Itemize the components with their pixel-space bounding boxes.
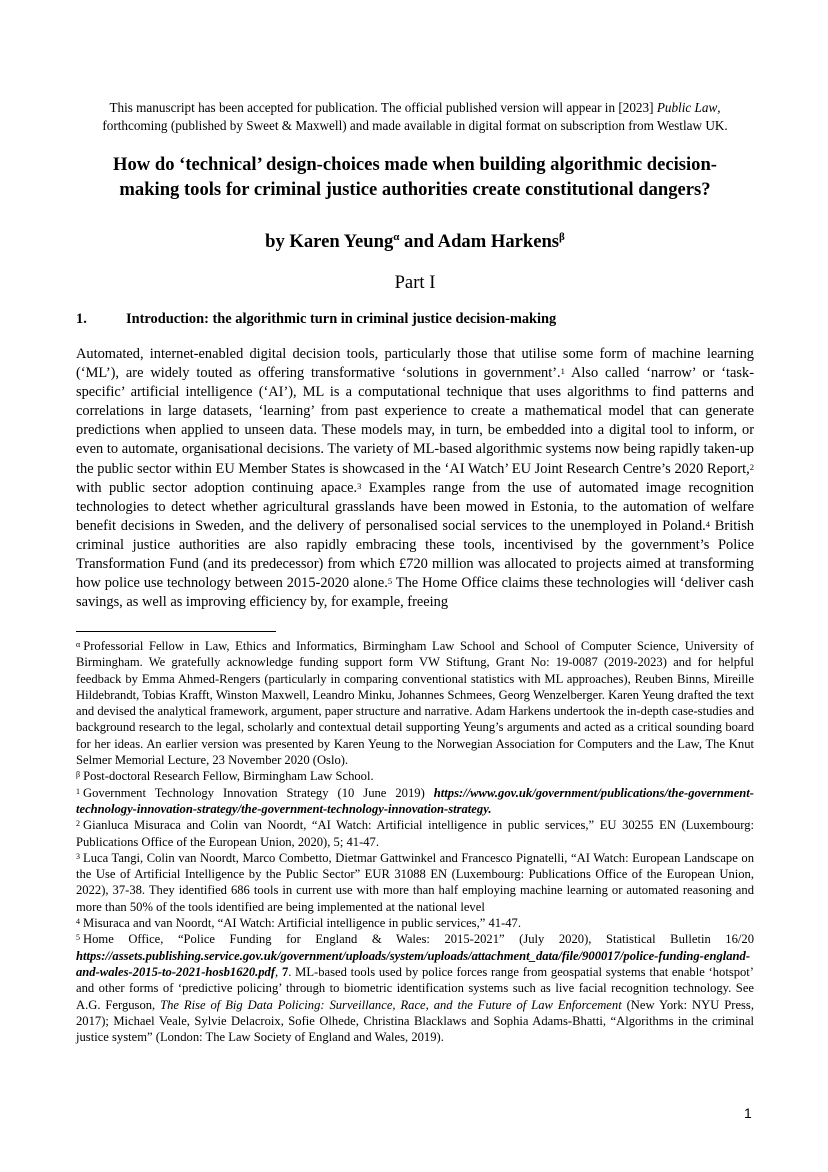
page-number: 1 (744, 1105, 752, 1121)
body-text (76, 345, 754, 612)
footnote-text: Professorial Fellow in Law, Ethics and Informatics, Birmingham Law School and School of Computer Science, University of Birmingham. We gratefully acknowledge funding support form VW Stiftung, Grant No: 19-0087 (2019-2023) and for helpful feedback by Emma Ahmed-Rengers (particularly in comparing conventional statistics with ML approaches), Reuben Binns, Mireille Hildebrandt, Tobias Krafft, Winston Maxwell, Leandro Minku, Johannes Schmees, Georg Wenzelberger. Karen Yeung drafted the text and devised the analytical framework, argument, paper structure and narrative. Adam Harkens undertook the in-depth case-studies and background research to the legal, scholarly and contextual detail supporting Yeung’s arguments and acted as a critical sounding board for her ideas. An earlier version was presented by Karen Yeung to the Norwegian Association for Computers and the Law, The Knut Selmer Memorial Lecture, 23 November 2020 (Oslo). (76, 639, 754, 768)
footnote-mark: 4 (76, 917, 80, 927)
paper-title (76, 152, 754, 202)
footnote-text: Gianluca Misuraca and Colin van Noordt, “AI Watch: Artificial intelligence in public services,” EU 30255 EN (Luxembourg: Publications Office of the European Union, 2020), 5; 41-47. (76, 818, 754, 849)
body-sentence-3: with public sector adoption continuing apace. (76, 479, 358, 496)
footnote-text-end: . (488, 801, 492, 816)
section-number: 1. (76, 311, 87, 327)
body-sentence-6: The Home Office claims these technologies will ‘deliver cash savings, as well as improving efficiency by, for example, freeing (76, 575, 754, 611)
footnote-4 (76, 915, 754, 931)
author-mark-beta: β (559, 231, 565, 243)
footnote-text-mid: , (275, 964, 282, 979)
byline-first-author: by Karen Yeung (265, 231, 394, 253)
byline-second-author: and Adam Harkens (399, 231, 560, 253)
body-sentence-4: Examples range from the use of automated image recognition technologies to detect whether agricultural grasslands have been mowed in Estonia, to the automation of welfare benefit decisions in Sweden, and the delivery of personalised social services to the unemployed in Poland. (76, 479, 754, 534)
footnote-alpha (76, 638, 754, 768)
footnote-mark: β (76, 770, 81, 780)
footnote-mark: α (76, 640, 81, 649)
footnote-ref-5[interactable]: 5 (387, 576, 393, 587)
body-paragraph (76, 345, 754, 612)
author-mark-alpha: α (393, 231, 400, 243)
footnote-book-title: The Rise of Big Data Policing: Surveillance, Race, and the Future of Law Enforcement (160, 997, 622, 1012)
footnote-ref-2[interactable]: 2 (749, 461, 754, 472)
title-line1: How do ‘technical’ design-choices made when building algorithmic decision- (113, 154, 717, 175)
title-line2: making tools for criminal justice authorities create constitutional dangers? (119, 179, 711, 200)
footnote-link[interactable]: https://assets.publishing.service.gov.uk/government/uploads/system/uploads/attachment_data/file/900017/police-funding-england-and-wales-2015-to-2021-hosb1620.pdf (76, 948, 751, 979)
notice-line2-text: forthcoming (published by Sweet & Maxwell) and made available in digital format on subscription from Westlaw UK. (102, 118, 728, 133)
footnote-ref-1[interactable]: 1 (560, 366, 565, 377)
body-sentence-1: Automated, internet-enabled digital decision tools, particularly those that utilise some form of machine learning (‘ML’), are widely touted as offering transformative ‘solutions in government’. (76, 346, 754, 382)
footnote-3 (76, 850, 754, 915)
footnote-text: Government Technology Innovation Strategy (10 June 2019) (83, 785, 434, 800)
publication-notice (76, 99, 754, 135)
footnote-text: Misuraca and van Noordt, “AI Watch: Artificial intelligence in public services,” 41-47. (83, 916, 521, 931)
footnote-2 (76, 817, 754, 850)
footnote-5 (76, 931, 754, 1045)
footnote-page-number: 7 (281, 964, 289, 979)
notice-line1-end: , (717, 100, 721, 115)
footnote-ref-3[interactable]: 3 (357, 480, 362, 491)
footnote-text-end: (New York: NYU Press, 2017); Michael Veale, Sylvie Delacroix, Sofie Olhede, Christina Blacklaws and Sophia Adams-Bhatti, “Algorithms in the criminal justice system” (London: The Law Society of England and Wales, 2019). (76, 997, 754, 1045)
footnote-text: Home Office, “Police Funding for England & Wales: 2015-2021” (July 2020), Statistical Bulletin 16/20 (83, 932, 754, 947)
notice-line1-text: This manuscript has been accepted for publication. The official published version will appear in [2023] (109, 100, 657, 115)
body-sentence-5: British criminal justice authorities are also rapidly embracing these tools, incentivised by the government’s Police Transformation Fund (and its predecessor) from which £720 million was allocated to projects aimed at transforming how police use technology between 2015-2020 alone. (76, 517, 754, 592)
body-sentence-2: Also called ‘narrow’ or ‘task-specific’ artificial intelligence (‘AI’), ML is a computational technique that uses algorithms to find patterns and correlations in large datasets, ‘learning’ from past experience to create a mathematical model that can generate predictions when applied to unseen data. These models may, in turn, be embedded into a digital tool to inform, or even to automate, organisational decisions. The variety of ML-based algorithmic systems now being rapidly taken-up the public sector within EU Member States is showcased in the ‘AI Watch’ EU Joint Research Centre’s 2020 Report, (76, 365, 755, 477)
footnote-mark: 5 (76, 933, 80, 943)
footnote-text: Post-doctoral Research Fellow, Birmingham Law School. (83, 769, 374, 784)
section-title: Introduction: the algorithmic turn in criminal justice decision-making (126, 311, 557, 327)
footnotes (76, 638, 754, 1045)
part-label: Part I (394, 272, 436, 293)
footnote-mark: 2 (76, 819, 80, 829)
footnote-ref-4[interactable]: 4 (705, 518, 711, 529)
section-heading (76, 309, 754, 329)
footnote-1 (76, 785, 754, 818)
footnote-text-cont: . ML-based tools used by police forces range from geospatial systems that enable ‘hotspot’ and other forms of ‘predictive policing’ through to biometric identification systems such as live facial recognition technology. See A.G. Ferguson, (76, 964, 755, 1012)
footnote-text: Luca Tangi, Colin van Noordt, Marco Combetto, Dietmar Gattwinkel and Francesco Pignatelli, “AI Watch: European Landscape on the Use of Artificial Intelligence by the Public Sector” EUR 31088 EN (Luxembourg: Publications Office of the European Union, 2022), 37-38. They identified 686 tools in current use with more than half employing machine learning or automated reasoning and more than 50% of the tools identified are being implemented at the national level (76, 850, 754, 914)
footnote-mark: 3 (76, 851, 80, 861)
footnote-mark: 1 (76, 786, 80, 796)
footnote-beta (76, 768, 754, 784)
footnote-divider (76, 631, 276, 632)
footnote-link[interactable]: https://www.gov.uk/government/publications/the-government-technology-innovation-strategy/the-government-technology-innovation-strategy (76, 785, 754, 816)
author-byline (76, 225, 754, 254)
notice-journal: Public Law (656, 100, 718, 115)
